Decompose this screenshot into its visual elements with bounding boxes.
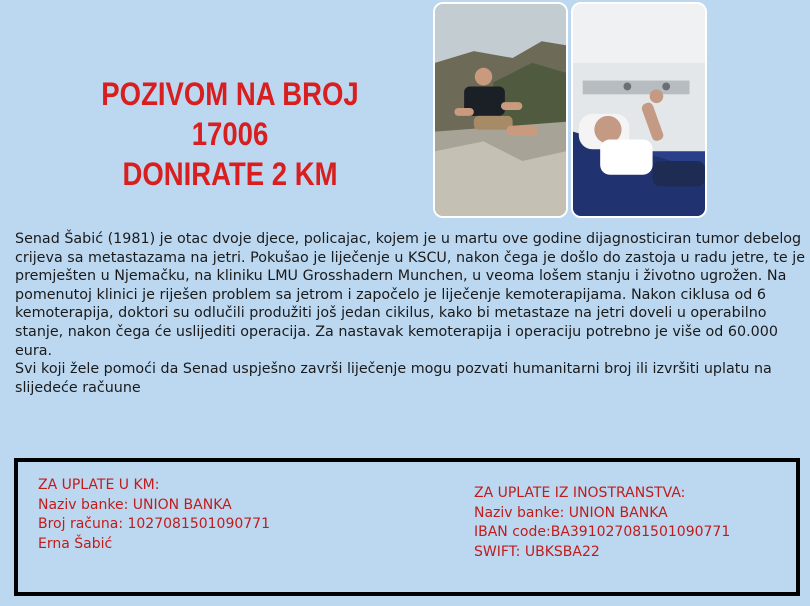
bank-km-holder: Erna Šabić [38, 535, 113, 552]
bank-foreign-name: Naziv banke: UNION BANKA [474, 504, 668, 521]
bank-foreign-details [474, 484, 730, 562]
story-text [15, 230, 805, 397]
bank-km-heading: ZA UPLATE U KM: [38, 477, 160, 493]
story-paragraph-2: Svi koji žele pomoći da Senad uspješno završi liječenje mogu pozvati humanitarni broj ili izvršiti uplatu na slijedeće račuune [15, 361, 772, 396]
photo-outdoor-rocks [433, 2, 568, 218]
bank-foreign-swift: SWIFT: UBKSBA22 [474, 543, 600, 560]
bank-km-details [38, 476, 270, 554]
bank-details-box [14, 458, 800, 596]
story-paragraph-1: Senad Šabić (1981) je otac dvoje djece, policajac, kojem je u martu ove godine dijagnosticiran tumor debelog crijeva sa metastazama na jetri. Pokušao je liječenje u KSCU, nakon čega je došlo do zastoja u radu jetre, te je premješten u Njemačku, na kliniku LMU Grosshadern Munchen, u veoma lošem stanju i životno ugrožen. Na pomenutoj klinici je riješen problem sa jetrom i započelo je liječenje kemoterapijama. Nakon ciklusa od 6 kemoterapija, doktori su odlučili produžiti još jedan cikilus, kako bi metastaze na jetri doveli u operabilno stanje, nakon čega će uslijediti operacija. Za nastavak kemoterapija i operaciju potrebno je više od 60.000 eura. [15, 231, 805, 359]
bank-foreign-iban: IBAN code:BA391027081501090771 [474, 524, 731, 540]
headline-line-1: POZIVOM NA BROJ 17006 [101, 76, 359, 152]
headline-line-2: DONIRATE 2 KM [122, 156, 338, 192]
bank-foreign-heading: ZA UPLATE IZ INOSTRANSTVA: [474, 485, 686, 501]
bank-km-name: Naziv banke: UNION BANKA [38, 496, 232, 513]
photo-hospital-bed [571, 2, 707, 218]
donation-headline [67, 74, 394, 194]
bank-km-account: Broj računa: 1027081501090771 [38, 516, 270, 532]
